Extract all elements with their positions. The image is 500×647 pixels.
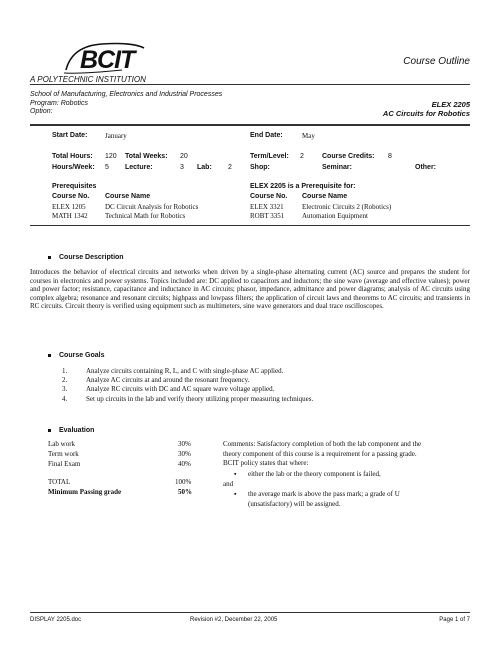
school-info xyxy=(30,91,222,117)
prereq-for-heading: ELEX 2205 is a Prerequisite for: xyxy=(250,183,356,190)
prereq-row-name: DC Circuit Analysis for Robotics xyxy=(105,203,199,211)
prereq-for-row-name: Automation Equipment xyxy=(302,212,368,220)
bullet-icon: ▪ xyxy=(234,490,237,498)
prereq-for-row-no: ELEX 3321 xyxy=(250,203,284,211)
evaluation-heading: Evaluation xyxy=(48,427,94,434)
start-date-label: Start Date: xyxy=(52,132,88,139)
footer-rule xyxy=(30,612,470,613)
prereq-col-no: Course No. xyxy=(52,193,90,200)
start-date-value: January xyxy=(105,132,127,140)
list-item: 2. Analyze AC circuits at and around the resonant frequency. xyxy=(62,376,250,385)
prereq-for-row-name: Electronic Circuits 2 (Robotics) xyxy=(302,203,392,211)
shop-label: Shop: xyxy=(250,164,270,171)
course-id xyxy=(383,100,470,118)
prereq-row-no: ELEX 1205 xyxy=(52,203,86,211)
prereq-row-name: Technical Math for Robotics xyxy=(105,212,186,220)
bcit-logo xyxy=(62,40,148,80)
hours-week-label: Hours/Week: xyxy=(52,164,95,171)
eval-label-term: Term work xyxy=(48,450,79,458)
lab-label: Lab: xyxy=(197,164,212,171)
credits-value: 8 xyxy=(388,153,392,160)
eval-label-lab: Lab work xyxy=(48,440,76,448)
total-hours-label: Total Hours: xyxy=(52,153,93,160)
info-bottom-rule xyxy=(30,225,470,226)
course-code: ELEX 2205 xyxy=(431,100,470,109)
school-name: School of Manufacturing, Electronics and Industrial Processes xyxy=(30,91,223,98)
prereq-col-name: Course Name xyxy=(105,193,151,200)
course-goals-heading: Course Goals xyxy=(48,352,105,359)
eval-comments: Comments: Satisfactory completion of both the lab component and the theory component of this course is a requirement for a passing grade. BCIT policy states that where: xyxy=(223,440,422,467)
option-label: Option: xyxy=(30,108,53,115)
course-title: AC Circuits for Robotics xyxy=(382,109,470,118)
total-weeks-value: 20 xyxy=(180,153,188,160)
list-item: 4. Set up circuits in the lab and verify theory utilizing proper measuring techniques. xyxy=(62,394,314,403)
lecture-value: 3 xyxy=(180,164,184,171)
term-level-label: Term/Level: xyxy=(250,153,289,160)
course-outline-label: Course Outline xyxy=(403,56,470,67)
end-date-value: May xyxy=(302,132,315,140)
eval-value-total: 100% xyxy=(175,478,192,486)
end-date-label: End Date: xyxy=(250,132,283,139)
eval-value-min-pass: 50% xyxy=(178,488,192,496)
lecture-label: Lecture: xyxy=(125,164,153,171)
hours-week-value: 5 xyxy=(105,164,109,171)
eval-bullet-2: the average mark is above the pass mark; a grade of U (unsatisfactory) will be assigned. xyxy=(248,490,400,508)
footer-page: Page 1 of 7 xyxy=(439,617,470,623)
info-top-rule xyxy=(30,124,470,126)
course-goals-list xyxy=(62,367,313,404)
prerequisites-heading: Prerequisites xyxy=(52,183,97,190)
term-level-value: 2 xyxy=(300,153,304,160)
eval-value-final: 40% xyxy=(178,460,191,468)
course-description-text: Introduces the behavior of electrical circuits and networks when driven by a single-phase alternating current (AC) source and prepares the student for courses in electronics and power systems. Topics included are: DC applied to capacitors and inductors; the sine wave (average and effective values); power and power factor; resistance, capacitance and inductance in AC circuits; phasor, impedance, admittance and power diagrams; analysis of AC circuits using complex algebra; resonance and resonant circuits; highpass and lowpass filters; the application of circuit laws and theorems to AC circuits; and transients in RC circuits. Circuit theory is verified using equipment such as multimeters, sine wave generators and dual trace oscilloscopes. xyxy=(30,268,470,311)
footer-revision: Revision #2, December 22, 2005 xyxy=(190,617,278,623)
total-weeks-label: Total Weeks: xyxy=(125,153,168,160)
header-divider xyxy=(30,84,470,85)
course-description-heading: Course Description xyxy=(48,254,124,261)
institution-name: A POLYTECHNIC INSTITUTION xyxy=(30,75,146,84)
eval-value-lab: 30% xyxy=(178,440,191,448)
prereq-for-row-no: ROBT 3351 xyxy=(250,212,285,220)
list-item: 3. Analyze RC circuits with DC and AC square wave voltage applied. xyxy=(62,385,275,394)
other-label: Other: xyxy=(415,164,436,171)
credits-label: Course Credits: xyxy=(322,153,375,160)
program-name: Program: Robotics xyxy=(30,99,88,107)
bullet-icon: ▪ xyxy=(234,470,237,478)
eval-label-total: TOTAL xyxy=(48,478,71,486)
eval-and: and xyxy=(223,480,234,488)
list-item: 1. Analyze circuits containing R, L, and C with single-phase AC applied. xyxy=(62,367,284,375)
eval-label-min-pass: Minimum Passing grade xyxy=(48,488,122,496)
footer-filename: DISPLAY 2205.doc xyxy=(30,617,82,623)
section-bullet-icon xyxy=(48,256,51,259)
lab-value: 2 xyxy=(228,164,232,171)
eval-bullet-1: either the lab or the theory component is failed, xyxy=(248,470,381,478)
prereq-for-col-name: Course Name xyxy=(302,193,348,200)
eval-label-final: Final Exam xyxy=(48,460,81,468)
eval-value-term: 30% xyxy=(178,450,191,458)
prereq-for-col-no: Course No. xyxy=(250,193,288,200)
section-bullet-icon xyxy=(48,429,51,432)
section-bullet-icon xyxy=(48,354,51,357)
logo-text: BCIT xyxy=(80,46,135,74)
seminar-label: Seminar: xyxy=(322,164,352,171)
prereq-row-no: MATH 1342 xyxy=(52,212,88,220)
total-hours-value: 120 xyxy=(105,153,117,160)
